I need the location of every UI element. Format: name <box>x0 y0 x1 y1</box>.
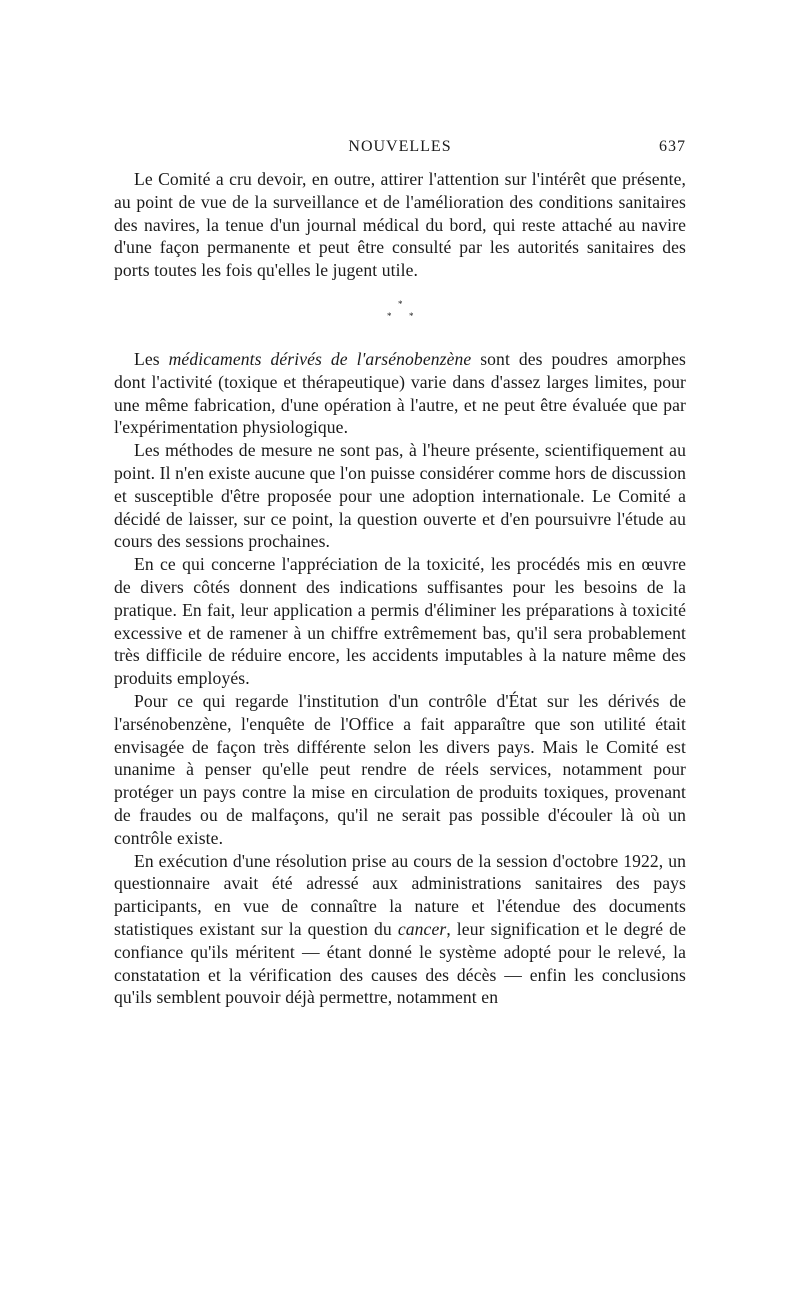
text-run: Les <box>134 348 169 369</box>
section-separator-asterism <box>114 282 686 348</box>
running-header <box>114 132 686 168</box>
text-run: Le Comité a cru devoir, en outre, attirer l'attention sur l'intérêt que présente, au point de vue de la surveillance et de l'amélioration des conditions sanitaires des navires, la tenue d'un journal médical du bord, qui reste attaché au navire d'une façon permanente et peut être consulté par les autorités sanitaires des ports toutes les fois qu'elles le jugent utile. <box>114 169 686 281</box>
page-number: 637 <box>659 138 686 155</box>
running-title: NOUVELLES <box>348 138 452 155</box>
asterism-star: * <box>398 298 403 309</box>
text-run: Les méthodes de mesure ne sont pas, à l'heure présente, scientifiquement au point. Il n'en existe aucune que l'on puisse considérer comme hors de discussion et susceptible d'être proposée pour une adoption internationale. Le Comité a décidé de laisser, sur ce point, la question ouverte et d'en poursuivre l'étude au cours des sessions prochaines. <box>114 440 686 552</box>
paragraph-state-control <box>114 690 686 850</box>
text-run: , leur signification et le degré de confiance qu'ils méritent — étant donné le système adopté pour le relevé, la constatation et la vérification des causes des décès — enfin les conclusions qu'ils semblent pouvoir déjà permettre, notamment en <box>114 918 686 1008</box>
body-text <box>114 168 686 1009</box>
paragraph-arsenobenzene-drugs <box>114 348 686 439</box>
text-run: En exécution d'une résolution prise au cours de la session d'octobre 1922, un questionnaire avait été adressé aux administrations sanitaires des pays participants, en vue de connaître la nature et l'étendue des documents statistiques existant sur la question du <box>114 850 686 939</box>
asterism-star: * <box>387 310 392 321</box>
italic-text-run: médicaments dérivés de l'arsénobenzène <box>168 348 472 369</box>
paragraph-toxicity-assessment <box>114 553 686 690</box>
text-run: En ce qui concerne l'appréciation de la toxicité, les procédés mis en œuvre de divers côtés donnent des indications suffisantes pour les besoins de la pratique. En fait, leur application a permis d'éliminer les préparations à toxicité excessive et de ramener à un chiffre extrêmement bas, qu'il sera probablement très difficile de réduire encore, les accidents imputables à la nature même des produits employés. <box>114 554 686 689</box>
paragraph-ship-medical-journal <box>114 168 686 282</box>
book-page <box>114 132 686 1009</box>
asterism-star: * <box>409 310 414 321</box>
text-run: Pour ce qui regarde l'institution d'un contrôle d'État sur les dérivés de l'arsénobenzène, l'enquête de l'Office a fait apparaître que son utilité était envisagée de façon très différente selon les divers pays. Mais le Comité est unanime à penser qu'elle peut rendre de réels services, notamment pour protéger un pays contre la mise en circulation de produits toxiques, provenant de fraudes ou de malfaçons, qu'il ne serait pas possible d'écouler là où un contrôle existe. <box>114 690 686 848</box>
paragraph-measurement-methods <box>114 439 686 553</box>
text-run: sont des poudres amorphes dont l'activité (toxique et thérapeutique) varie dans d'assez larges limites, pour une même fabrication, d'une opération à l'autre, et ne peut être évaluée que par l'expérimentation physiologique. <box>114 348 686 438</box>
italic-text-run: cancer <box>397 918 447 939</box>
paragraph-cancer-questionnaire <box>114 850 686 1010</box>
